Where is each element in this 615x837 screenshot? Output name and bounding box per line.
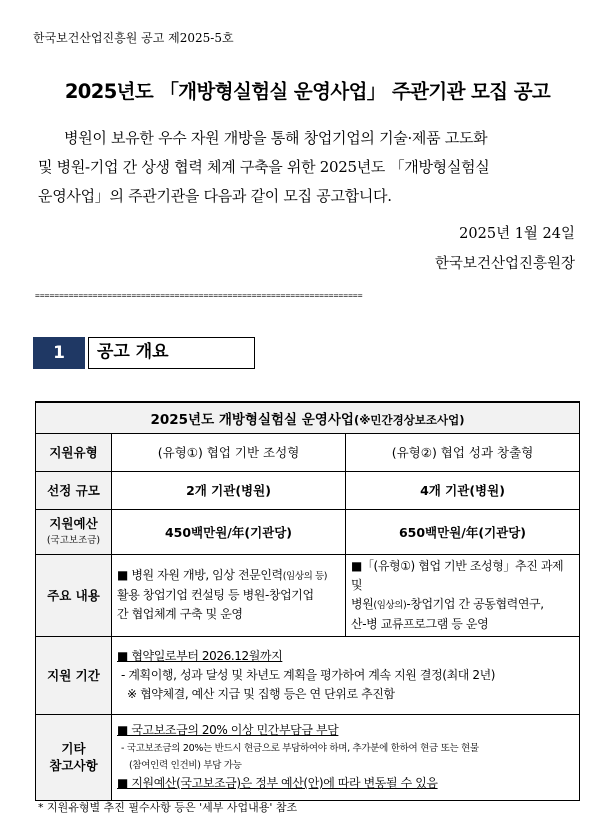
intro-line-1: 병원이 보유한 우수 자원 개방을 통해 창업기업의 기술·제품 고도화 <box>64 129 488 147</box>
table-row-main-content <box>36 554 580 636</box>
scale-2-cell: 4개 기관(병원) <box>346 471 580 509</box>
table-row-scale <box>36 471 580 509</box>
section-title: 공고 개요 <box>88 337 255 369</box>
main-content-2-cell <box>346 554 580 636</box>
main-1-line-c: 간 협업체계 구축 및 운영 <box>117 607 243 621</box>
main-2-line-b-rest: -창업기업 간 공동협력연구, <box>406 596 544 611</box>
scale-1-cell: 2개 기관(병원) <box>112 471 346 509</box>
main-1-line-a: ■ 병원 자원 개방, 임상 전문인력 <box>117 568 283 582</box>
table-caption-title: 2025년도 개방형실험실 운영사업 <box>150 411 354 428</box>
type-1-cell: (유형①) 협업 기반 조성형 <box>112 433 346 471</box>
period-line-2: - 계획이행, 성과 달성 및 차년도 계획을 평가하여 계속 지원 결정(최대 2년) <box>121 667 496 682</box>
issuing-organization: 한국보건산업진흥원장 <box>434 256 575 272</box>
label-selection-scale: 선정 규모 <box>36 471 112 509</box>
main-2-line-a: ■「(유형①) 협업 기반 조성형」추진 과제 및 <box>351 558 564 592</box>
main-2-line-c: 산-병 교류프로그램 등 운영 <box>351 616 489 631</box>
etc-line-4: ■ 지원예산(국고보조금)은 정부 예산(안)에 따라 변동될 수 있음 <box>117 776 438 790</box>
section-number-badge: 1 <box>33 337 85 369</box>
announcement-date: 2025년 1월 24일 <box>459 226 575 242</box>
label-budget-sub: (국고보조금) <box>46 534 101 546</box>
budget-1-cell: 450백만원/年(기관당) <box>112 509 346 554</box>
etc-cell <box>112 714 580 800</box>
table-caption-note: (※민간경상보조사업) <box>353 412 465 427</box>
intro-line-3: 운영사업」의 주관기관을 다음과 같이 모집 공고합니다. <box>38 187 392 205</box>
main-1-line-a-small: (임상의 등) <box>282 571 328 582</box>
main-1-line-b: 활용 창업기업 컨설팅 등 병원-창업기업 <box>117 588 314 602</box>
main-content-1-cell <box>112 554 346 636</box>
label-main-content: 주요 내용 <box>36 554 112 636</box>
label-etc-1: 기타 <box>61 741 86 756</box>
table-caption <box>36 402 580 433</box>
notice-number: 한국보건산업진흥원 공고 제2025-5호 <box>33 31 234 45</box>
label-etc-2: 참고사항 <box>49 758 98 773</box>
label-budget-main: 지원예산 <box>49 515 98 531</box>
etc-line-2: - 국고보조금의 20%는 반드시 현금으로 부담하여야 하며, 추가분에 한하여 현금 또는 현물 <box>121 743 479 754</box>
table-row-budget <box>36 509 580 554</box>
divider-line: ==================================================================== <box>35 292 363 300</box>
footnote: * 지원유형별 추진 필수사항 등은 '세부 사업내용' 참조 <box>38 801 298 814</box>
overview-table <box>35 401 580 801</box>
intro-paragraph <box>38 124 585 211</box>
main-2-line-b: 병원 <box>351 596 374 611</box>
intro-line-2: 및 병원-기업 간 상생 협력 체계 구축을 위한 2025년도 「개방형실험실 <box>38 158 490 176</box>
period-cell <box>112 636 580 714</box>
label-support-period: 지원 기간 <box>36 636 112 714</box>
type-2-cell: (유형②) 협업 성과 창출형 <box>346 433 580 471</box>
label-support-type: 지원유형 <box>36 433 112 471</box>
budget-2-cell: 650백만원/年(기관당) <box>346 509 580 554</box>
period-line-1: ■ 협약일로부터 2026.12월까지 <box>117 648 283 663</box>
period-line-3: ※ 협약체결, 예산 지급 및 집행 등은 연 단위로 추진함 <box>127 686 395 701</box>
etc-line-1: ■ 국고보조금의 20% 이상 민간부담금 부담 <box>117 723 339 737</box>
etc-line-3: (참여인력 인건비) 부담 가능 <box>129 760 242 771</box>
label-budget <box>36 509 112 554</box>
label-etc <box>36 714 112 800</box>
main-2-line-b-small: (임상의) <box>373 599 407 611</box>
table-row-etc <box>36 714 580 800</box>
table-row-type <box>36 433 580 471</box>
table-row-period <box>36 636 580 714</box>
page-title: 2025년도 「개방형실험실 운영사업」 주관기관 모집 공고 <box>64 80 551 103</box>
